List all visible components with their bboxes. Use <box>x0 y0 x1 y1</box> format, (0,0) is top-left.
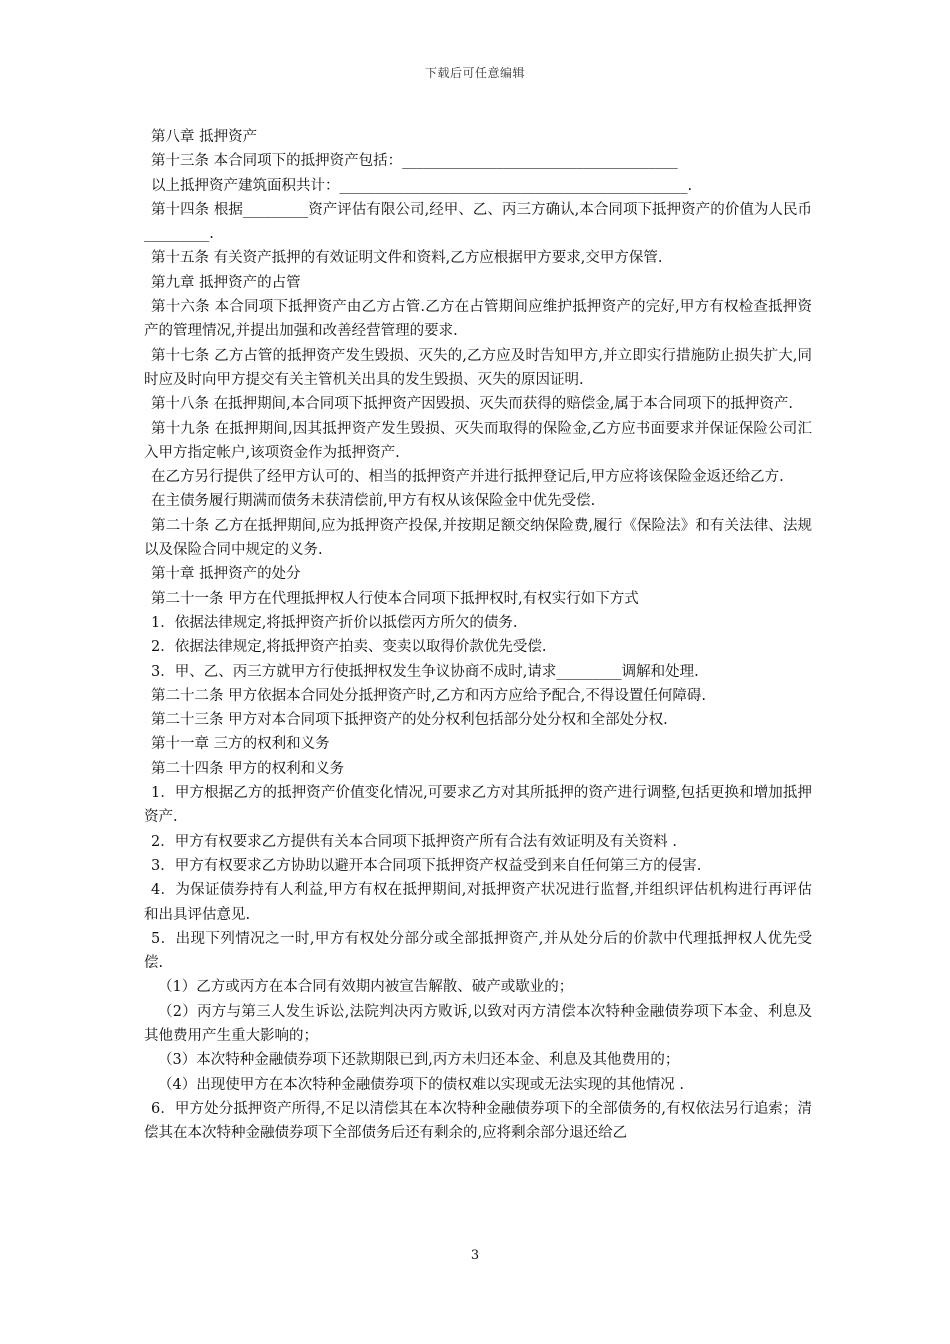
article-18: 第十八条 在抵押期间,本合同项下抵押资产因毁损、灭失而获得的赔偿金,属于本合同项下的抵押资产. <box>151 396 793 413</box>
article-19-return: 在乙方另行提供了经甲方认可的、相当的抵押资产并进行抵押登记后,甲方应将该保险金返还给乙方. <box>151 469 784 486</box>
article-24-item-5-sub-2: （2）丙方与第三人发生诉讼,法院判决丙方败诉,以致对丙方清偿本次特种金融债券项下本金、利息及其他费用产生重大影响的； <box>144 1003 812 1044</box>
article-13-area: 以上抵押资产建筑面积共计：________________________________________________. <box>151 177 693 194</box>
article-21-item-3: 3．甲、乙、丙三方就甲方行使抵押权发生争议协商不成时,请求_________调解和处理. <box>151 663 699 680</box>
article-20: 第二十条 乙方在抵押期间,应为抵押资产投保,并按期足额交纳保险费,履行《保险法》和有关法律、法规以及保险合同中规定的义务. <box>144 517 812 559</box>
article-16: 第十六条 本合同项下抵押资产由乙方占管.乙方在占管期间应维护抵押资产的完好,甲方有权检查抵押资产的管理情况,并提出加强和改善经营管理的要求. <box>144 299 812 340</box>
article-24: 第二十四条 甲方的权利和义务 <box>151 760 345 777</box>
article-22: 第二十二条 甲方依据本合同处分抵押资产时,乙方和丙方应给予配合,不得设置任何障碍. <box>151 687 706 704</box>
article-24-item-3: 3．甲方有权要求乙方协助以避开本合同项下抵押资产权益受到来自任何第三方的侵害. <box>151 857 702 874</box>
article-23: 第二十三条 甲方对本合同项下抵押资产的处分权利包括部分处分权和全部处分权. <box>151 712 668 729</box>
article-17: 第十七条 乙方占管的抵押资产发生毁损、灭失的,乙方应及时告知甲方,并立即实行措施防止损失扩大,同时应及时向甲方提交有关主管机关出具的发生毁损、灭失的原因证明. <box>144 347 812 388</box>
article-14: 第十四条 根据_________资产评估有限公司,经甲、乙、丙三方确认,本合同项下抵押资产的价值为人民币_________. <box>144 201 812 243</box>
download-note: 下载后可任意编辑 <box>424 66 525 80</box>
document-body <box>144 125 812 1145</box>
article-24-item-5: 5．出现下列情况之一时,甲方有权处分部分或全部抵押资产,并从处分后的价款中代理抵押权人优先受偿. <box>144 930 812 972</box>
article-21-item-2: 2．依据法律规定,将抵押资产拍卖、变卖以取得价款优先受偿. <box>151 639 547 656</box>
page-number: 3 <box>470 1248 480 1263</box>
article-13: 第十三条 本合同项下的抵押资产包括：______________________________________ <box>151 153 678 170</box>
article-21: 第二十一条 甲方在代理抵押权人行使本合同项下抵押权时,有权实行如下方式 <box>151 590 639 607</box>
article-24-item-4: 4．为保证债券持有人利益,甲方有权在抵押期间,对抵押资产状况进行监督,并组织评估机构进行再评估和出具评估意见. <box>144 882 812 923</box>
article-24-item-1: 1．甲方根据乙方的抵押资产价值变化情况,可要求乙方对其所抵押的资产进行调整,包括更换和增加抵押资产. <box>144 785 812 826</box>
article-24-item-5-sub-3: （3）本次特种金融债券项下还款期限已到,丙方未归还本金、利息及其他费用的； <box>158 1052 680 1069</box>
article-19-priority: 在主债务履行期满而债务未获清偿前,甲方有权从该保险金中优先受偿. <box>151 493 596 510</box>
chapter-8-heading: 第八章 抵押资产 <box>151 129 258 145</box>
article-24-item-2: 2．甲方有权要求乙方提供有关本合同项下抵押资产所有合法有效证明及有关资料 . <box>151 833 677 850</box>
article-24-item-5-sub-4: （4）出现使甲方在本次特种金融债券项下的债权难以实现或无法实现的其他情况 . <box>158 1076 684 1093</box>
chapter-9-heading: 第九章 抵押资产的占管 <box>151 274 301 291</box>
article-24-item-5-sub-1: （1）乙方或丙方在本合同有效期内被宣告解散、破产或歇业的； <box>158 979 574 996</box>
article-21-item-1: 1．依据法律规定,将抵押资产折价以抵偿丙方所欠的债务. <box>151 614 518 631</box>
chapter-10-heading: 第十章 抵押资产的处分 <box>151 566 301 583</box>
article-24-item-6: 6．甲方处分抵押资产所得,不足以清偿其在本次特种金融债券项下的全部债务的,有权依法另行追索；清偿其在本次特种金融债券项下全部债务后还有剩余的,应将剩余部分退还给乙 <box>144 1100 812 1142</box>
article-15: 第十五条 有关资产抵押的有效证明文件和资料,乙方应根据甲方要求,交甲方保管. <box>151 250 663 267</box>
article-19: 第十九条 在抵押期间,因其抵押资产发生毁损、灭失而取得的保险金,乙方应书面要求并保证保险公司汇入甲方指定帐户,该项资金作为抵押资产. <box>144 420 812 461</box>
chapter-11-heading: 第十一章 三方的权利和义务 <box>151 736 330 753</box>
